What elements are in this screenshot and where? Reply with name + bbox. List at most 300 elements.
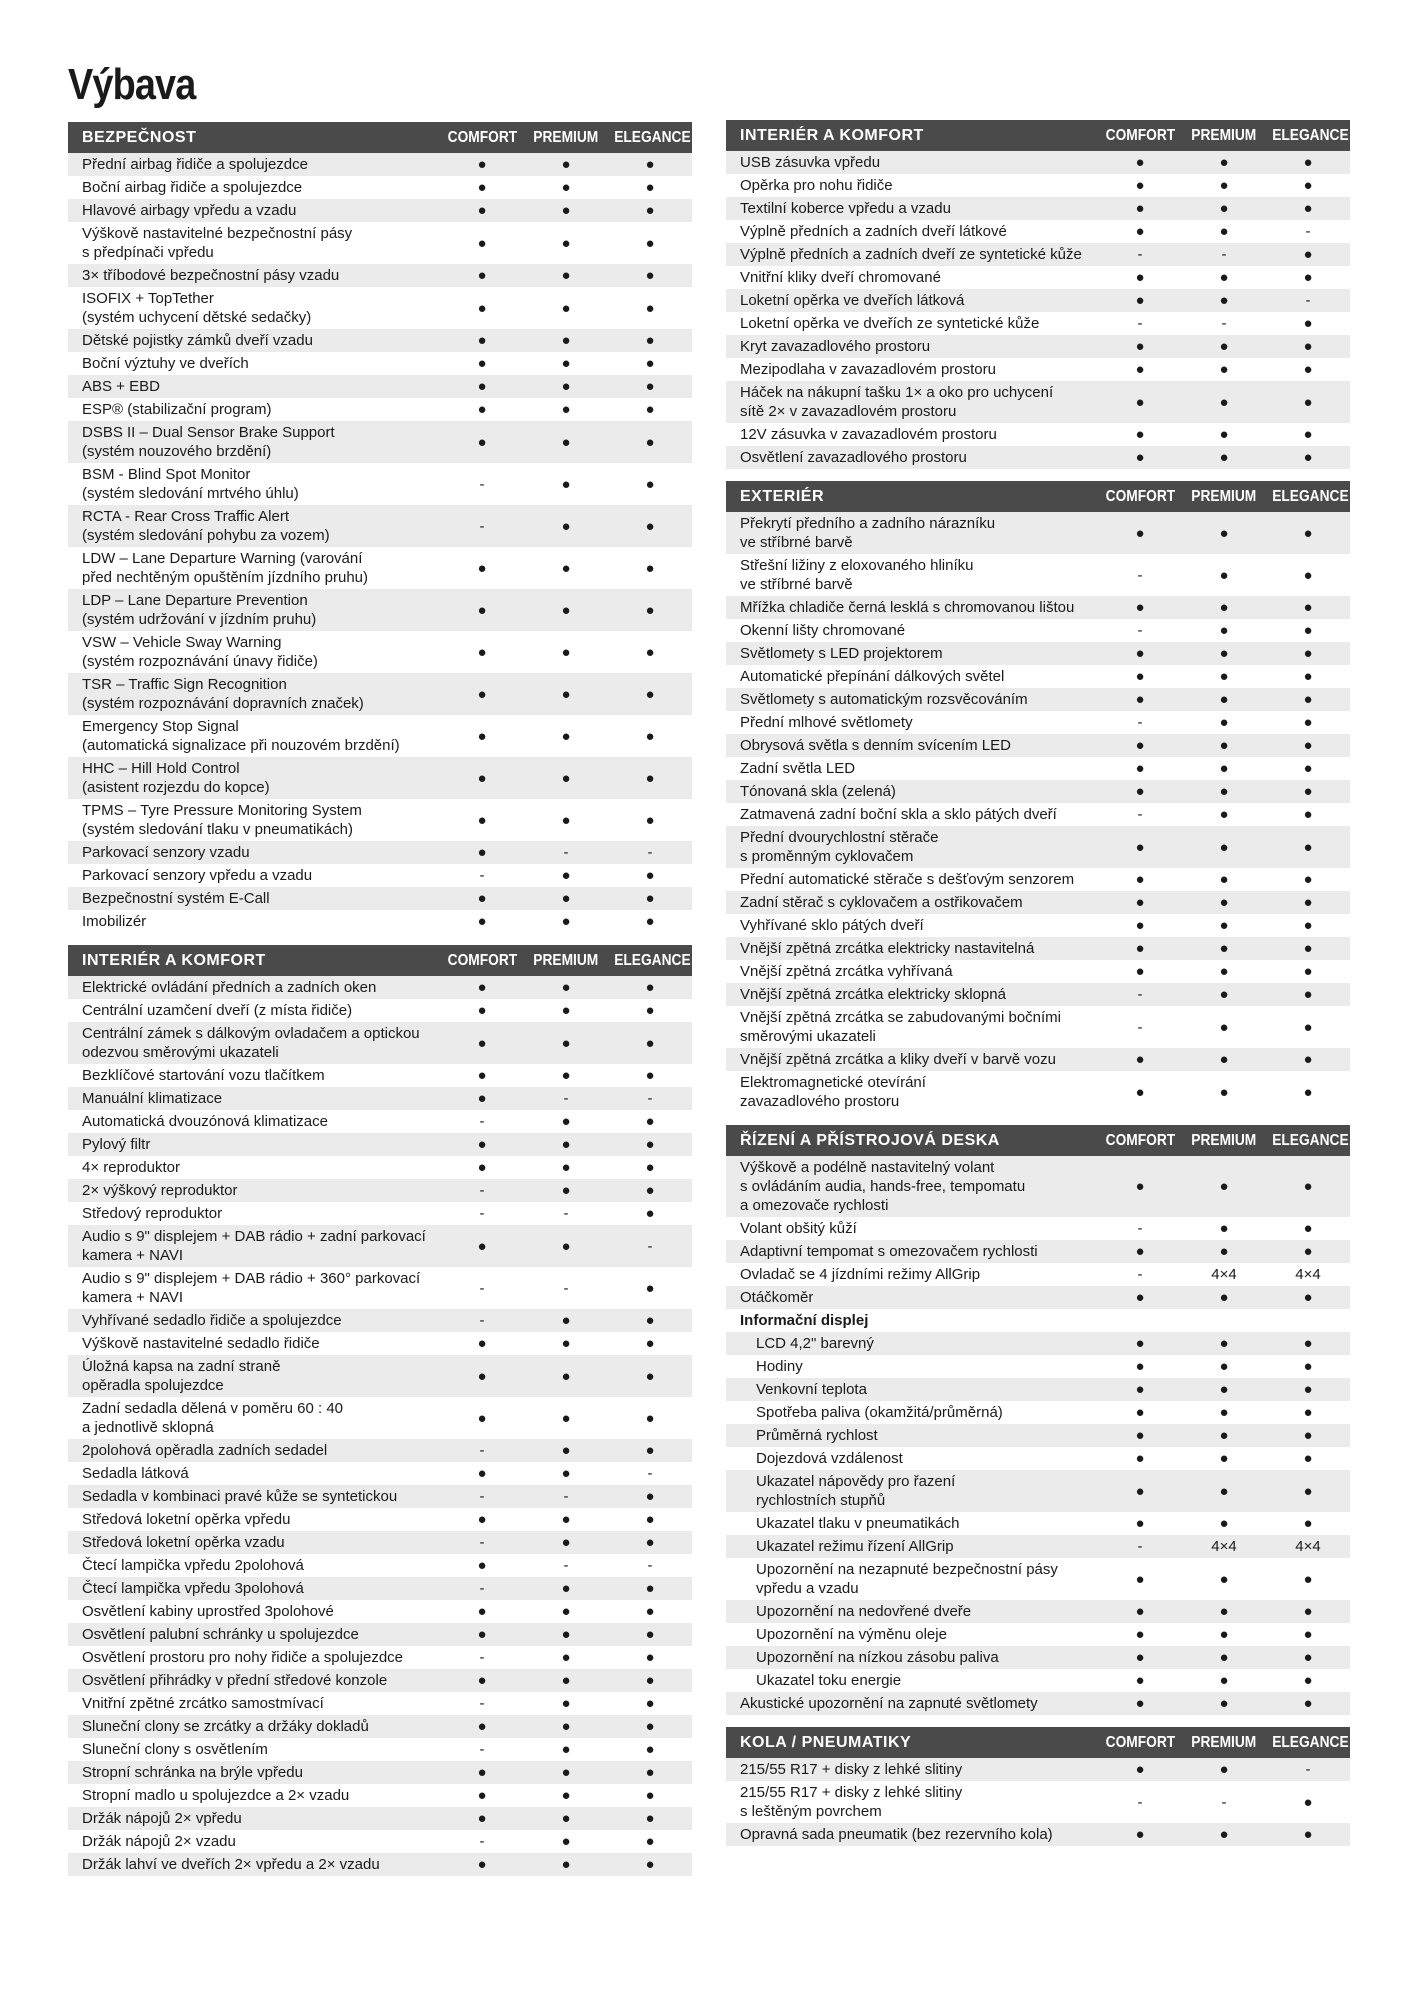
- feature-label: Zadní sedadla dělená v poměru 60 : 40 a jednotlivě sklopná: [68, 1397, 440, 1439]
- feature-label: Imobilizér: [68, 910, 440, 933]
- table-header-row: [68, 122, 692, 153]
- availability-comfort: -: [440, 1267, 524, 1309]
- table-row: [68, 1332, 692, 1355]
- availability-comfort: ●: [440, 352, 524, 375]
- availability-comfort: ●: [1098, 1355, 1182, 1378]
- feature-label: Sedadla v kombinaci pravé kůže se syntetickou: [68, 1485, 440, 1508]
- availability-elegance: ●: [608, 287, 692, 329]
- table-row: [68, 841, 692, 864]
- availability-premium: ●: [524, 1853, 608, 1876]
- availability-comfort: ●: [440, 631, 524, 673]
- feature-label: Okenní lišty chromované: [726, 619, 1098, 642]
- table-row: [68, 1830, 692, 1853]
- feature-label: Vnější zpětná zrcátka a kliky dveří v barvě vozu: [726, 1048, 1098, 1071]
- availability-elegance: ●: [1266, 174, 1350, 197]
- availability-premium: ●: [1182, 1217, 1266, 1240]
- availability-comfort: [1098, 1309, 1182, 1332]
- feature-label: Překrytí předního a zadního nárazníku ve stříbrné barvě: [726, 512, 1098, 554]
- availability-comfort: ●: [1098, 1823, 1182, 1846]
- availability-premium: ●: [524, 1225, 608, 1267]
- availability-elegance: ●: [1266, 1823, 1350, 1846]
- availability-elegance: ●: [608, 352, 692, 375]
- feature-label: Vnější zpětná zrcátka elektricky sklopná: [726, 983, 1098, 1006]
- availability-elegance: ●: [1266, 1355, 1350, 1378]
- availability-elegance: ●: [1266, 1401, 1350, 1424]
- availability-premium: ●: [524, 1646, 608, 1669]
- table-row: [726, 1006, 1350, 1048]
- feature-label: Obrysová světla s denním svícením LED: [726, 734, 1098, 757]
- feature-label: Hlavové airbagy vpředu a vzadu: [68, 199, 440, 222]
- availability-comfort: -: [440, 1485, 524, 1508]
- availability-elegance: ●: [608, 1784, 692, 1807]
- availability-comfort: ●: [440, 1462, 524, 1485]
- table-row: [726, 1558, 1350, 1600]
- availability-comfort: ●: [1098, 197, 1182, 220]
- availability-elegance: ●: [608, 673, 692, 715]
- feature-label: Centrální zámek s dálkovým ovladačem a optickou odezvou směrovými ukazateli: [68, 1022, 440, 1064]
- availability-elegance: ●: [608, 421, 692, 463]
- availability-premium: ●: [1182, 1646, 1266, 1669]
- availability-premium: ●: [524, 589, 608, 631]
- availability-premium: ●: [1182, 1600, 1266, 1623]
- availability-elegance: ●: [1266, 1424, 1350, 1447]
- availability-premium: ●: [1182, 596, 1266, 619]
- availability-elegance: ●: [608, 1761, 692, 1784]
- availability-comfort: ●: [1098, 642, 1182, 665]
- availability-comfort: ●: [440, 176, 524, 199]
- table-row: [68, 1064, 692, 1087]
- table-row: [726, 891, 1350, 914]
- availability-premium: ●: [524, 1439, 608, 1462]
- availability-comfort: ●: [440, 999, 524, 1022]
- feature-label: TPMS – Tyre Pressure Monitoring System (systém sledování tlaku v pneumatikách): [68, 799, 440, 841]
- feature-label: Sluneční clony se zrcátky a držáky dokladů: [68, 1715, 440, 1738]
- feature-label: Vyhřívané sedadlo řidiče a spolujezdce: [68, 1309, 440, 1332]
- availability-comfort: ●: [1098, 1623, 1182, 1646]
- availability-elegance: ●: [1266, 688, 1350, 711]
- availability-premium: -: [524, 1554, 608, 1577]
- availability-premium: ●: [524, 1332, 608, 1355]
- section-title: EXTERIÉR: [726, 481, 1098, 512]
- availability-elegance: ●: [1266, 381, 1350, 423]
- availability-elegance: ●: [1266, 642, 1350, 665]
- table-row: [68, 1110, 692, 1133]
- availability-elegance: ●: [1266, 596, 1350, 619]
- availability-comfort: ●: [440, 1133, 524, 1156]
- availability-comfort: ●: [1098, 151, 1182, 174]
- availability-elegance: ●: [608, 153, 692, 176]
- availability-elegance: ●: [608, 887, 692, 910]
- availability-premium: ●: [1182, 1669, 1266, 1692]
- availability-comfort: ●: [1098, 289, 1182, 312]
- feature-label: Středová loketní opěrka vpředu: [68, 1508, 440, 1531]
- availability-elegance: ●: [608, 547, 692, 589]
- availability-elegance: ●: [1266, 757, 1350, 780]
- availability-comfort: ●: [440, 1600, 524, 1623]
- feature-label: Automatická dvouzónová klimatizace: [68, 1110, 440, 1133]
- table-row: [68, 1439, 692, 1462]
- availability-comfort: -: [440, 1646, 524, 1669]
- availability-premium: ●: [1182, 983, 1266, 1006]
- table-row: [68, 176, 692, 199]
- table-row: [68, 757, 692, 799]
- column-header-comfort: COMFORT: [1098, 1125, 1182, 1156]
- availability-elegance: ●: [1266, 358, 1350, 381]
- availability-comfort: ●: [440, 222, 524, 264]
- availability-elegance: ●: [608, 1110, 692, 1133]
- availability-elegance: ●: [608, 1600, 692, 1623]
- availability-premium: ●: [1182, 780, 1266, 803]
- availability-premium: ●: [1182, 868, 1266, 891]
- table-row: [726, 826, 1350, 868]
- table-row: [68, 976, 692, 999]
- table-row: [68, 1087, 692, 1110]
- column-header-elegance: ELEGANCE: [1266, 1727, 1350, 1758]
- feature-label: Upozornění na výměnu oleje: [726, 1623, 1098, 1646]
- availability-comfort: -: [1098, 711, 1182, 734]
- feature-label: 2polohová opěradla zadních sedadel: [68, 1439, 440, 1462]
- availability-premium: ●: [524, 864, 608, 887]
- feature-label: Osvětlení přihrádky v přední středové konzole: [68, 1669, 440, 1692]
- spec-table-rizeni-a-pristrojova-deska: [726, 1125, 1350, 1715]
- table-row: [726, 1623, 1350, 1646]
- table-row: [726, 1332, 1350, 1355]
- table-header-row: [726, 481, 1350, 512]
- table-row: [726, 1447, 1350, 1470]
- spec-table-exterier: [726, 481, 1350, 1113]
- spec-table-interier-a-komfort: [68, 945, 692, 1876]
- availability-elegance: ●: [1266, 1669, 1350, 1692]
- availability-elegance: ●: [1266, 1781, 1350, 1823]
- table-row: [726, 1781, 1350, 1823]
- feature-label: Osvětlení palubní schránky u spolujezdce: [68, 1623, 440, 1646]
- availability-elegance: ●: [608, 1715, 692, 1738]
- availability-elegance: -: [608, 1554, 692, 1577]
- availability-elegance: ●: [1266, 151, 1350, 174]
- table-row: [726, 803, 1350, 826]
- table-row: [726, 619, 1350, 642]
- column-header-elegance: ELEGANCE: [608, 122, 692, 153]
- availability-elegance: ●: [608, 505, 692, 547]
- feature-label: Stropní schránka na brýle vpředu: [68, 1761, 440, 1784]
- availability-elegance: ●: [1266, 1692, 1350, 1715]
- feature-label: Ovladač se 4 jízdními režimy AllGrip: [726, 1263, 1098, 1286]
- availability-premium: ●: [524, 1156, 608, 1179]
- availability-comfort: ●: [440, 547, 524, 589]
- column-header-premium: PREMIUM: [1182, 1727, 1266, 1758]
- availability-comfort: ●: [440, 1623, 524, 1646]
- availability-elegance: ●: [608, 329, 692, 352]
- availability-premium: ●: [1182, 711, 1266, 734]
- right-column: [726, 120, 1350, 1858]
- availability-elegance: ●: [1266, 1006, 1350, 1048]
- feature-label: 2× výškový reproduktor: [68, 1179, 440, 1202]
- feature-label: Upozornění na nezapnuté bezpečnostní pásy vpředu a vzadu: [726, 1558, 1098, 1600]
- column-header-comfort: COMFORT: [1098, 120, 1182, 151]
- feature-label: Opravná sada pneumatik (bez rezervního kola): [726, 1823, 1098, 1846]
- feature-label: TSR – Traffic Sign Recognition (systém rozpoznávání dopravních značek): [68, 673, 440, 715]
- table-row: [68, 1807, 692, 1830]
- availability-premium: ●: [524, 1830, 608, 1853]
- feature-label: Výškově nastavitelné bezpečnostní pásy s předpínači vpředu: [68, 222, 440, 264]
- availability-elegance: ●: [608, 1623, 692, 1646]
- availability-comfort: -: [440, 1692, 524, 1715]
- availability-comfort: ●: [440, 715, 524, 757]
- availability-premium: ●: [1182, 826, 1266, 868]
- table-row: [68, 1462, 692, 1485]
- availability-premium: ●: [1182, 688, 1266, 711]
- table-row: [726, 665, 1350, 688]
- availability-elegance: ●: [1266, 512, 1350, 554]
- availability-comfort: ●: [1098, 757, 1182, 780]
- table-row: [68, 199, 692, 222]
- availability-comfort: ●: [1098, 780, 1182, 803]
- table-row: [68, 1577, 692, 1600]
- availability-comfort: ●: [440, 910, 524, 933]
- table-row: [726, 868, 1350, 891]
- availability-elegance: ●: [1266, 1071, 1350, 1113]
- availability-premium: ●: [1182, 381, 1266, 423]
- availability-elegance: ●: [1266, 711, 1350, 734]
- table-row: [68, 1623, 692, 1646]
- availability-premium: ●: [1182, 1823, 1266, 1846]
- feature-label: Ukazatel tlaku v pneumatikách: [726, 1512, 1098, 1535]
- table-row: [68, 1692, 692, 1715]
- availability-premium: ●: [1182, 220, 1266, 243]
- availability-premium: ●: [1182, 1470, 1266, 1512]
- availability-comfort: ●: [440, 264, 524, 287]
- feature-label: DSBS II – Dual Sensor Brake Support (systém nouzového brzdění): [68, 421, 440, 463]
- availability-elegance: [1266, 1309, 1350, 1332]
- feature-label: Vnější zpětná zrcátka elektricky nastavitelná: [726, 937, 1098, 960]
- table-row: [68, 1133, 692, 1156]
- availability-premium: ●: [1182, 512, 1266, 554]
- availability-elegance: ●: [1266, 1600, 1350, 1623]
- availability-premium: ●: [524, 1397, 608, 1439]
- availability-elegance: ●: [1266, 335, 1350, 358]
- availability-comfort: -: [440, 864, 524, 887]
- availability-comfort: ●: [440, 153, 524, 176]
- table-row: [726, 512, 1350, 554]
- feature-label: Osvětlení prostoru pro nohy řidiče a spolujezdce: [68, 1646, 440, 1669]
- feature-label: Opěrka pro nohu řidiče: [726, 174, 1098, 197]
- availability-comfort: ●: [1098, 423, 1182, 446]
- feature-label: Parkovací senzory vpředu a vzadu: [68, 864, 440, 887]
- availability-elegance: -: [1266, 220, 1350, 243]
- availability-comfort: ●: [1098, 1470, 1182, 1512]
- availability-elegance: ●: [1266, 665, 1350, 688]
- availability-elegance: ●: [608, 976, 692, 999]
- availability-premium: ●: [524, 1064, 608, 1087]
- availability-premium: -: [524, 1202, 608, 1225]
- availability-premium: ●: [1182, 960, 1266, 983]
- availability-comfort: ●: [440, 375, 524, 398]
- availability-elegance: ●: [1266, 734, 1350, 757]
- availability-premium: ●: [1182, 1286, 1266, 1309]
- availability-elegance: ●: [1266, 826, 1350, 868]
- feature-label: Vnější zpětná zrcátka se zabudovanými bočními směrovými ukazateli: [726, 1006, 1098, 1048]
- availability-elegance: ●: [608, 631, 692, 673]
- feature-label: Loketní opěrka ve dveřích ze syntetické kůže: [726, 312, 1098, 335]
- availability-elegance: ●: [1266, 868, 1350, 891]
- feature-label: ISOFIX + TopTether (systém uchycení dětské sedačky): [68, 287, 440, 329]
- feature-label: Ukazatel nápovědy pro řazení rychlostních stupňů: [726, 1470, 1098, 1512]
- feature-label: RCTA - Rear Cross Traffic Alert (systém sledování pohybu za vozem): [68, 505, 440, 547]
- table-row: [68, 673, 692, 715]
- table-row: [726, 1401, 1350, 1424]
- availability-comfort: ●: [440, 1397, 524, 1439]
- availability-elegance: ●: [1266, 1447, 1350, 1470]
- availability-premium: 4×4: [1182, 1263, 1266, 1286]
- feature-label: Ukazatel toku energie: [726, 1669, 1098, 1692]
- availability-premium: ●: [524, 1133, 608, 1156]
- availability-comfort: -: [1098, 1217, 1182, 1240]
- availability-premium: ●: [1182, 174, 1266, 197]
- table-row: [726, 983, 1350, 1006]
- table-row: [726, 1071, 1350, 1113]
- table-row: [68, 287, 692, 329]
- availability-premium: ●: [524, 329, 608, 352]
- table-row: [68, 1179, 692, 1202]
- feature-label: Mřížka chladiče černá lesklá s chromovanou lištou: [726, 596, 1098, 619]
- availability-comfort: ●: [1098, 734, 1182, 757]
- table-row: [726, 266, 1350, 289]
- feature-label: Tónovaná skla (zelená): [726, 780, 1098, 803]
- availability-premium: ●: [1182, 665, 1266, 688]
- column-header-premium: PREMIUM: [1182, 120, 1266, 151]
- table-row: [68, 547, 692, 589]
- table-row: [726, 174, 1350, 197]
- availability-elegance: ●: [1266, 554, 1350, 596]
- availability-elegance: ●: [608, 910, 692, 933]
- availability-comfort: ●: [440, 1761, 524, 1784]
- table-row: [68, 1508, 692, 1531]
- availability-comfort: ●: [1098, 358, 1182, 381]
- spec-table-interier-a-komfort: [726, 120, 1350, 469]
- availability-premium: ●: [524, 1531, 608, 1554]
- availability-elegance: ●: [1266, 891, 1350, 914]
- availability-elegance: ●: [608, 1508, 692, 1531]
- table-row: [68, 329, 692, 352]
- availability-comfort: ●: [440, 421, 524, 463]
- availability-premium: ●: [524, 264, 608, 287]
- availability-elegance: ●: [608, 1853, 692, 1876]
- feature-label: Středová loketní opěrka vzadu: [68, 1531, 440, 1554]
- availability-elegance: ●: [608, 1807, 692, 1830]
- table-row: [726, 289, 1350, 312]
- availability-elegance: ●: [608, 222, 692, 264]
- availability-comfort: ●: [1098, 1071, 1182, 1113]
- availability-elegance: -: [1266, 1758, 1350, 1781]
- table-header-row: [726, 120, 1350, 151]
- availability-premium: ●: [524, 1669, 608, 1692]
- availability-comfort: ●: [1098, 512, 1182, 554]
- feature-label: Upozornění na nedovřené dveře: [726, 1600, 1098, 1623]
- feature-label: Přední automatické stěrače s dešťovým senzorem: [726, 868, 1098, 891]
- availability-comfort: -: [1098, 619, 1182, 642]
- table-row: [68, 864, 692, 887]
- availability-comfort: ●: [1098, 381, 1182, 423]
- feature-label: Parkovací senzory vzadu: [68, 841, 440, 864]
- availability-premium: -: [1182, 1781, 1266, 1823]
- availability-premium: ●: [524, 153, 608, 176]
- availability-premium: ●: [1182, 1401, 1266, 1424]
- availability-elegance: ●: [608, 1133, 692, 1156]
- availability-premium: ●: [524, 352, 608, 375]
- availability-premium: ●: [1182, 1240, 1266, 1263]
- feature-label: Akustické upozornění na zapnuté světlomety: [726, 1692, 1098, 1715]
- availability-comfort: ●: [1098, 868, 1182, 891]
- availability-premium: -: [1182, 312, 1266, 335]
- table-row: [68, 1715, 692, 1738]
- table-row: [726, 711, 1350, 734]
- feature-label: Střešní ližiny z eloxovaného hliníku ve stříbrné barvě: [726, 554, 1098, 596]
- feature-label: Sedadla látková: [68, 1462, 440, 1485]
- feature-label: Zadní stěrač s cyklovačem a ostřikovačem: [726, 891, 1098, 914]
- availability-premium: ●: [1182, 734, 1266, 757]
- availability-comfort: ●: [440, 589, 524, 631]
- feature-label: Výškově a podélně nastavitelný volant s ovládáním audia, hands-free, tempomatu a omezovače rychlosti: [726, 1156, 1098, 1217]
- feature-label: Boční airbag řidiče a spolujezdce: [68, 176, 440, 199]
- availability-comfort: ●: [1098, 1692, 1182, 1715]
- availability-premium: ●: [524, 463, 608, 505]
- table-row: [68, 153, 692, 176]
- availability-comfort: -: [1098, 312, 1182, 335]
- availability-elegance: ●: [608, 999, 692, 1022]
- availability-premium: ●: [524, 757, 608, 799]
- availability-premium: ●: [524, 976, 608, 999]
- section-title: ŘÍZENÍ A PŘÍSTROJOVÁ DESKA: [726, 1125, 1098, 1156]
- feature-label: Otáčkoměr: [726, 1286, 1098, 1309]
- table-row: [68, 1309, 692, 1332]
- availability-comfort: ●: [1098, 266, 1182, 289]
- availability-premium: ●: [524, 1022, 608, 1064]
- table-row: [726, 554, 1350, 596]
- feature-label: Automatické přepínání dálkových světel: [726, 665, 1098, 688]
- availability-elegance: ●: [608, 199, 692, 222]
- availability-premium: ●: [524, 1623, 608, 1646]
- availability-elegance: -: [608, 1087, 692, 1110]
- table-row: [68, 1202, 692, 1225]
- availability-premium: -: [524, 1087, 608, 1110]
- availability-elegance: ●: [1266, 1470, 1350, 1512]
- availability-elegance: -: [1266, 289, 1350, 312]
- spec-table-kola-pneumatiky: [726, 1727, 1350, 1846]
- feature-label: Adaptivní tempomat s omezovačem rychlosti: [726, 1240, 1098, 1263]
- availability-premium: [1182, 1309, 1266, 1332]
- feature-label: 215/55 R17 + disky z lehké slitiny: [726, 1758, 1098, 1781]
- feature-label: VSW – Vehicle Sway Warning (systém rozpoznávání únavy řidiče): [68, 631, 440, 673]
- table-row: [726, 757, 1350, 780]
- availability-premium: ●: [524, 1110, 608, 1133]
- availability-comfort: ●: [1098, 446, 1182, 469]
- availability-elegance: -: [608, 1225, 692, 1267]
- availability-premium: ●: [524, 887, 608, 910]
- table-row: [726, 220, 1350, 243]
- feature-label: Výškově nastavitelné sedadlo řidiče: [68, 1332, 440, 1355]
- table-row: [726, 358, 1350, 381]
- availability-comfort: -: [440, 1309, 524, 1332]
- availability-premium: ●: [1182, 1758, 1266, 1781]
- availability-elegance: ●: [608, 1156, 692, 1179]
- availability-comfort: ●: [440, 1064, 524, 1087]
- availability-comfort: ●: [1098, 1156, 1182, 1217]
- availability-comfort: ●: [440, 329, 524, 352]
- table-row: [726, 1535, 1350, 1558]
- availability-elegance: -: [608, 1462, 692, 1485]
- feature-label: Elektrické ovládání předních a zadních oken: [68, 976, 440, 999]
- availability-premium: ●: [1182, 757, 1266, 780]
